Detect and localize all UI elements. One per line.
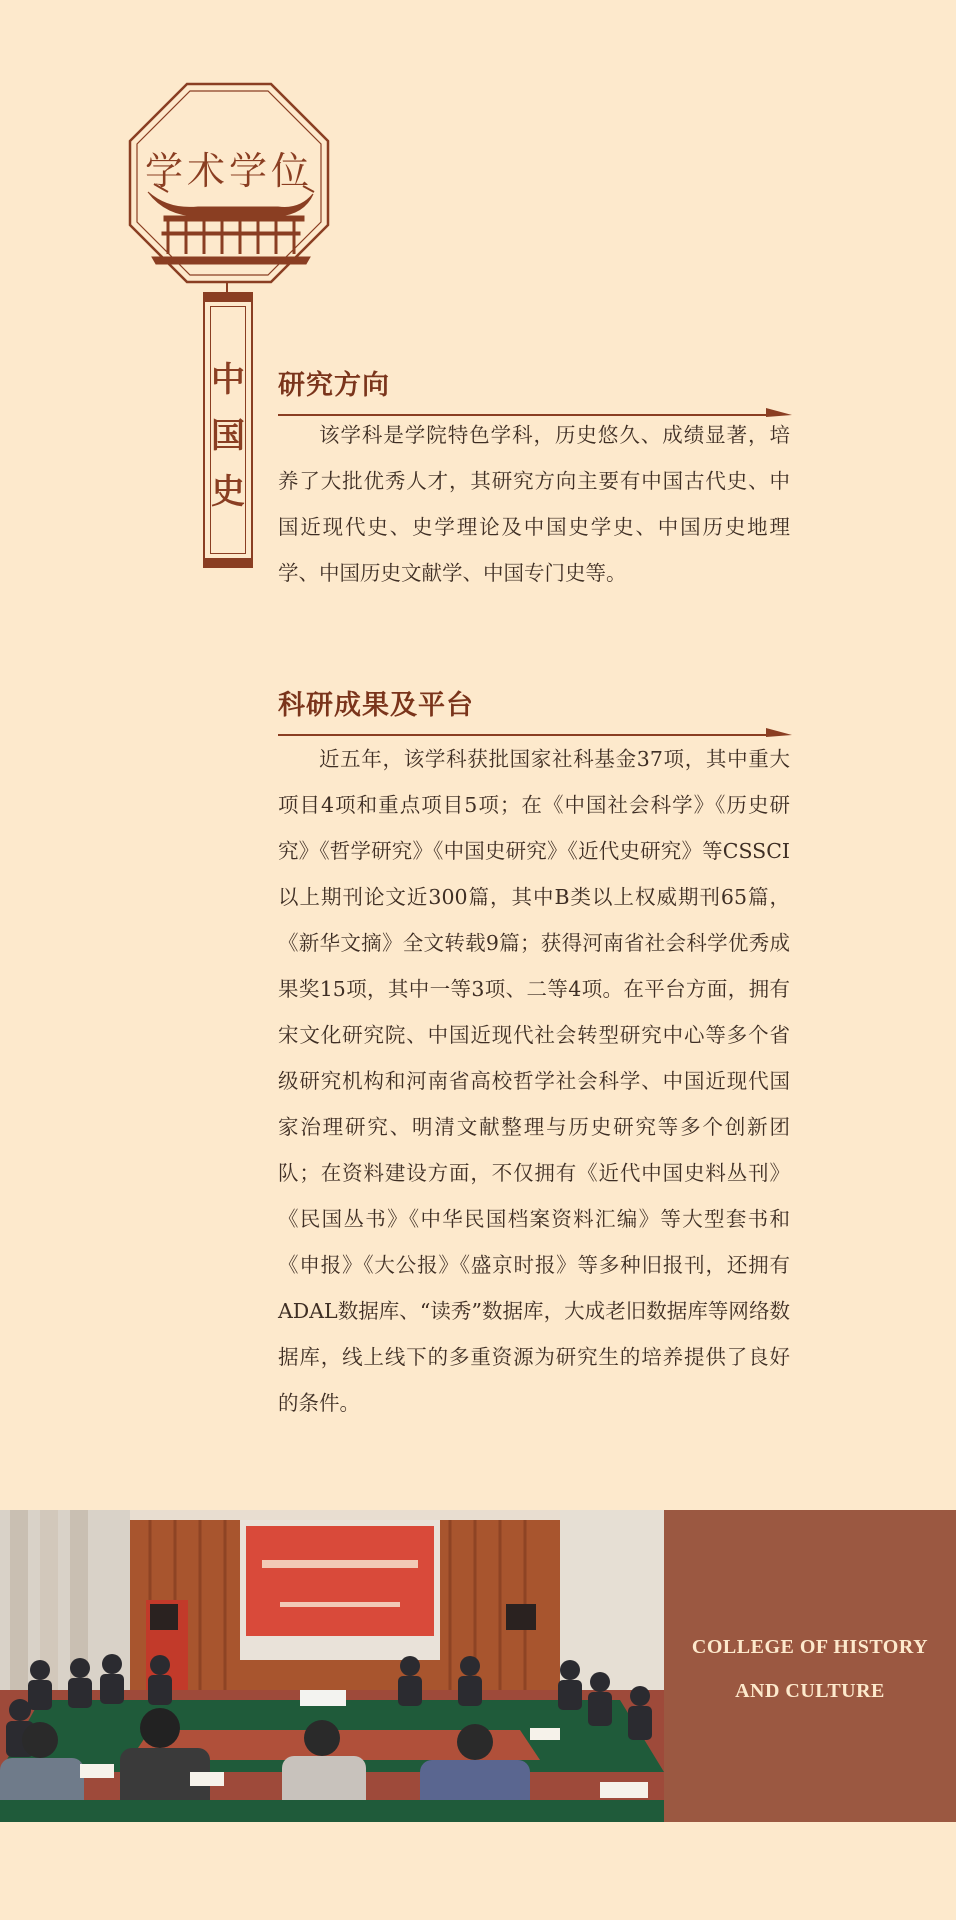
subject-plaque	[203, 292, 253, 568]
plaque-text: 中国史	[211, 360, 245, 512]
section-heading-research-results	[278, 683, 792, 738]
plaque-bottom-bar	[203, 558, 253, 568]
section-badge	[128, 82, 330, 284]
college-name-line2: AND CULTURE	[735, 1680, 885, 1702]
plaque-top-bar	[203, 292, 253, 302]
section-title: 研究方向	[278, 370, 390, 401]
section-heading-research-direction	[278, 363, 792, 418]
college-name	[664, 1625, 956, 1713]
research-direction-text: 该学科是学院特色学科，历史悠久、成绩显著，培养了大批优秀人才，其研究方向主要有中国古代史、中国近现代史、史学理论及中国史学史、中国历史地理学、中国历史文献学、中国专门史等。	[278, 423, 790, 585]
conference-room-illustration	[0, 1510, 664, 1822]
badge-title: 学术学位	[144, 149, 313, 193]
college-name-box	[664, 1510, 956, 1822]
college-name-line1: COLLEGE OF HISTORY	[691, 1636, 929, 1658]
section-title: 科研成果及平台	[278, 690, 474, 721]
research-results-text: 近五年，该学科获批国家社科基金37项，其中重大项目4项和重点项目5项；在《中国社会科学》《历史研究》《哲学研究》《中国史研究》《近代史研究》等CSSCI以上期刊论文近300篇，其中B类以上权威期刊65篇，《新华文摘》全文转载9篇；获得河南省社会科学优秀成果奖15项，其中一等3项、二等4项。在平台方面，拥有宋文化研究院、中国近现代社会转型研究中心等多个省级研究机构和河南省高校哲学社会科学、中国近现代国家治理研究、明清文献整理与历史研究等多个创新团队；在资料建设方面，不仅拥有《近代中国史料丛刊》《民国丛书》《中华民国档案资料汇编》等大型套书和《申报》《大公报》《盛京时报》等多种旧报刊，还拥有ADAL数据库、“读秀”数据库，大成老旧数据库等网络数据库，线上线下的多重资源为研究生的培养提供了良好的条件。	[278, 747, 790, 1415]
conference-photo	[0, 1510, 664, 1822]
